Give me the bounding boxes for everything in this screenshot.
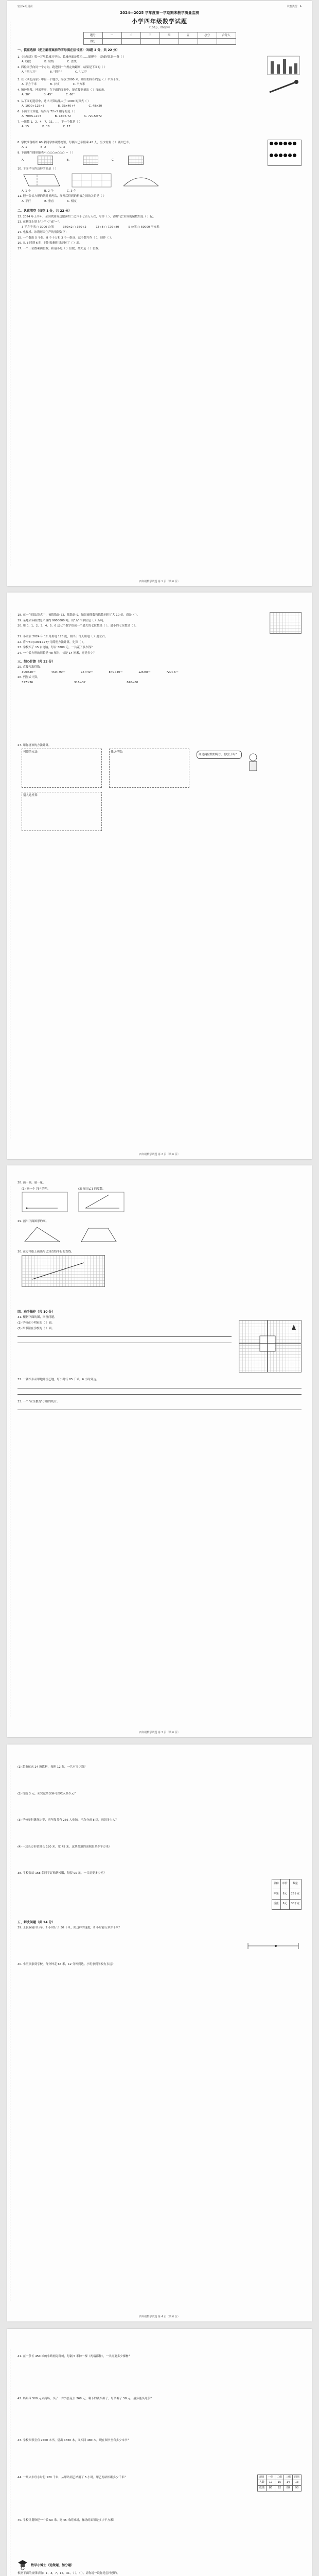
given-line bbox=[22, 1256, 104, 1286]
question-7: 7. 一组数 1，2，4，7，11，…，下一个数是（ ） bbox=[17, 120, 82, 124]
option: A. 线段 bbox=[22, 60, 31, 64]
question-22: 22. 将"78×(1001÷77)"用简便方法计算，先算（ ）。 bbox=[17, 640, 86, 644]
dot bbox=[283, 154, 287, 157]
section-title: 二、认真填空（每空 1 分，共 22 分） bbox=[17, 209, 72, 213]
question-40: 40. 小明从家到学校，每分钟走 65 米，12 分钟到达。小明家到学校有多远？ bbox=[17, 1963, 115, 1967]
score-entry[interactable] bbox=[140, 39, 160, 45]
work-area[interactable] bbox=[17, 1850, 302, 1870]
work-area[interactable] bbox=[17, 2360, 302, 2396]
route-figure bbox=[245, 1930, 302, 1956]
option: C. 17 bbox=[63, 125, 70, 129]
page-5 bbox=[7, 2329, 312, 2576]
option: B. 公顷 bbox=[50, 83, 60, 87]
question-16: 16. 从 3 时到 6 时，时针按顺时针旋转了（ ）度。 bbox=[17, 242, 82, 245]
option: B. 45° bbox=[43, 93, 52, 97]
table-cell: 13 bbox=[292, 2480, 301, 2486]
score-entry[interactable] bbox=[160, 39, 179, 45]
angle-drawing-area[interactable] bbox=[22, 1192, 68, 1212]
question-25: 25. 直接写出得数。 bbox=[17, 666, 43, 669]
option: C. 平方米 bbox=[73, 83, 85, 87]
question-17: 17. 一个三位数乘两位数，积最小是（ ）位数，最大是（ ）位数。 bbox=[17, 247, 101, 250]
question-29: 29. 画出下面图形的高。 bbox=[17, 1219, 48, 1223]
work-area[interactable] bbox=[17, 1823, 302, 1844]
table-cell: 30千克 bbox=[289, 1899, 301, 1909]
question-34: (1) 超市运来 24 箱饮料，每箱 12 瓶，一共有多少瓶？ bbox=[17, 1766, 87, 1769]
dot bbox=[274, 142, 278, 145]
option: A. bbox=[22, 159, 25, 162]
question-33: 33. 一个"安全教育"小组的统计。 bbox=[17, 1400, 60, 1403]
question-42: 42. 妈妈带 500 元去商场，买了一件外套花去 268 元，剩下的钱买裤子，每条裤子 58 元，最多能买几条？ bbox=[17, 2397, 153, 2400]
score-entry[interactable] bbox=[179, 39, 198, 45]
page-footer: 四年级数学试题 第 4 页（共 6 页） bbox=[139, 2315, 180, 2319]
dot bbox=[283, 142, 287, 145]
table-cell: 92 bbox=[275, 2486, 283, 2492]
question-28-b: (2) 量出∠1 的度数。 bbox=[78, 1187, 105, 1191]
table-cell: 香蕉 bbox=[272, 1899, 280, 1909]
question-38: 38. 学校要给 168 名同学订购新校服，每套 95 元，一共需要多少元？ bbox=[17, 1872, 107, 1875]
question-12: 12. 2024 年上半年，全国铁路发送旅客约二亿六千七百万人次，写作（ ），省略"亿"后面的尾数约是（ ）亿。 bbox=[17, 215, 156, 218]
question-3: 3. 在《西北高原》中有一个地方，海拔 2000 米，那里的面积约是（ ）平方千米。 bbox=[17, 78, 122, 81]
dot bbox=[274, 154, 278, 157]
work-area[interactable] bbox=[17, 1930, 238, 1961]
work-area[interactable] bbox=[17, 1770, 302, 1791]
option: C. 72+5×72 bbox=[84, 115, 102, 118]
question-39: 39. 王叔叔骑自行车，2 小时行了 30 千米，照这样的速度，8 小时能行多少千米？ bbox=[17, 1926, 121, 1929]
question-19: 19. 某地去年粮食总产量约 9000000 吨，用"万"作单位是（ ）万吨。 bbox=[17, 619, 106, 622]
compare-item: 360×2 ○ 360+2 bbox=[63, 225, 86, 229]
section-title: 五、解决问题（共 24 分） bbox=[17, 1920, 55, 1924]
student-icon bbox=[246, 753, 260, 773]
answer-line[interactable] bbox=[17, 1389, 302, 1395]
compare-item: 72÷8 ○ 720÷80 bbox=[95, 225, 119, 229]
question-10: 10. 下面平行四边形的高是（ ） bbox=[17, 167, 58, 171]
page-1 bbox=[7, 1, 312, 586]
top-line bbox=[17, 5, 302, 9]
oral-calc-item: 840÷40＝ bbox=[109, 670, 123, 674]
dot bbox=[288, 154, 292, 157]
section-title: 三、细心计算（共 22 分） bbox=[17, 660, 55, 664]
table-header-cell: 单价 bbox=[280, 1879, 289, 1889]
bar-figure bbox=[265, 54, 302, 77]
page-3 bbox=[7, 1165, 312, 1737]
question-27: 27. 用你喜欢的方法计算。 bbox=[17, 744, 51, 748]
option: C. 相交 bbox=[67, 199, 77, 203]
exam-title: 2024—2025 学年度第一学期期末教学质量监测 bbox=[120, 10, 199, 15]
score-cell: 得分 bbox=[83, 39, 102, 45]
option-figure-a bbox=[38, 156, 53, 165]
score-cell: 一 bbox=[102, 32, 121, 39]
option: A. 30° bbox=[22, 93, 30, 97]
oral-calc-item: 720÷6＝ bbox=[166, 670, 179, 674]
page-footer: 四年级数学试题 第 3 页（共 6 页） bbox=[139, 1731, 180, 1735]
exam-meta: （100分，80分钟） bbox=[148, 26, 171, 29]
paper-type: 试卷类型：A bbox=[287, 5, 302, 8]
method-box[interactable] bbox=[109, 749, 189, 788]
option: B. "四千" bbox=[49, 71, 62, 74]
question-4: 4. 精神焕发，神采奕奕，在下面的图形中，能直接测量出（ ）度的角。 bbox=[17, 88, 107, 92]
score-table bbox=[83, 32, 236, 45]
dot bbox=[270, 142, 273, 145]
compare-item: 5 公顷 ○ 50000 平方米 bbox=[128, 225, 160, 229]
oral-calc-item: 300×20＝ bbox=[22, 670, 36, 674]
oral-calc-item: 15×40＝ bbox=[81, 670, 94, 674]
option: A. 15 bbox=[22, 125, 29, 129]
table-header-cell: 项目 bbox=[257, 2475, 266, 2480]
option: C. bbox=[111, 159, 115, 162]
work-area[interactable] bbox=[17, 686, 302, 742]
question-30: 30. 在方格纸上画出与已知直线平行的直线。 bbox=[17, 1250, 74, 1254]
score-cell: 四 bbox=[160, 32, 179, 39]
dot bbox=[279, 154, 282, 157]
speech-text: 商是两位数的除法，你会了吗？ bbox=[199, 753, 239, 756]
score-cell: 五 bbox=[179, 32, 198, 39]
page-footer: 四年级数学试题 第 1 页（共 6 页） bbox=[139, 580, 180, 584]
dot bbox=[293, 142, 296, 145]
method-label: 我这样算： bbox=[111, 750, 125, 754]
dot bbox=[270, 154, 273, 157]
table-cell: 6元 bbox=[280, 1899, 289, 1909]
question-13: 13. 在横线上填上"＞""＜"或"＝"。 bbox=[17, 221, 62, 224]
question-37: (4) 一块长方形菜地长 120 米，宽 45 米，这块菜地的面积是多少平方米？ bbox=[17, 1845, 112, 1849]
table-cell: 人数 bbox=[257, 2480, 266, 2486]
vertical-calc-item: 840÷60 bbox=[127, 681, 138, 684]
question-20: 20. 用 0、1、2、3、4、5、6 这七个数字组成一个最大的七位数是（ ），最小的七位数是（ ）。 bbox=[17, 624, 138, 628]
question-35: (2) 每瓶 3 元，卖完这些饮料可以收入多少元？ bbox=[17, 1792, 77, 1795]
question-6: 6. 下面的计算题，结果与 72×5 相等的是（ ） bbox=[17, 110, 77, 113]
table-header-cell: 四组 bbox=[292, 2475, 301, 2480]
question-11: 11. 把一张长方形的纸对折两次，展开后得到的折痕之间的关系是（ ） bbox=[17, 195, 106, 198]
score-cell: 总分 bbox=[198, 32, 217, 39]
option: C. 3 个 bbox=[66, 189, 77, 193]
question-9: 9. 下面哪个图形能表示 ○○○×○○○ ＝（ ） bbox=[17, 151, 75, 155]
table-cell: 成绩 bbox=[257, 2486, 266, 2492]
table-cell: 86 bbox=[266, 2486, 275, 2492]
table-header-cell: 数量 bbox=[289, 1879, 301, 1889]
answer-line[interactable] bbox=[17, 1331, 232, 1337]
option: A. "四八万" bbox=[22, 71, 37, 74]
question-8: 8. 学校准备组织 60 名同学参观博物馆，每辆大巴车限乘 45 人，至少需要（ ）辆大巴车。 bbox=[17, 141, 132, 144]
option: B. 射线 bbox=[44, 60, 54, 64]
question-31-a: (1) 学校在小明家的（ ）面。 bbox=[17, 1321, 55, 1325]
method-box[interactable] bbox=[22, 749, 102, 788]
section-title: 一、慎重选择（把正确答案前的字母填在括号里）（每题 2 分，共 22 分） bbox=[17, 48, 119, 53]
option: B. 25×40+4 bbox=[58, 105, 76, 108]
score-cell: 题号 bbox=[83, 32, 102, 39]
oral-calc-item: 450÷90＝ bbox=[51, 670, 66, 674]
answer-line[interactable] bbox=[17, 1383, 302, 1388]
table-cell: 90 bbox=[292, 2486, 301, 2492]
question-41: 41. 在一条长 450 米的小路两旁种树，每隔 5 米种一棵（两端都种），一共需要多少棵树？ bbox=[17, 2355, 132, 2358]
question-28: 28. 画一画，量一量。 bbox=[17, 1181, 46, 1184]
question-43: 43. 学校图书室有 2400 本书，借出 1350 本，又买回 480 本，现在图书室有多少本书？ bbox=[17, 2439, 130, 2443]
question-15: 15. 一个数由 5 个亿、8 个十万和 3 个一组成，这个数写作（ ），读作（ ）。 bbox=[17, 236, 114, 240]
question-14: 14. 电视机、冰箱每天生产的情况如下： bbox=[17, 231, 68, 234]
option: C. "八万" bbox=[75, 71, 87, 74]
map-figure bbox=[239, 1320, 302, 1372]
question-36: (3) 学校举行跳绳比赛，四年级共有 256 人参加，平均分成 8 组，每组多少人？ bbox=[17, 1819, 118, 1822]
option: B. 2 个 bbox=[44, 189, 54, 193]
pen-illustration bbox=[265, 77, 302, 97]
question-18: 18. 在一个除法算式中，被除数是 72，除数是 9，如果被除数和除数同时扩大 10 倍，商是（ ）。 bbox=[17, 614, 140, 617]
vertical-calc-item: 327×36 bbox=[22, 681, 33, 684]
arc-figure bbox=[120, 173, 162, 188]
calc-grid-figure bbox=[270, 612, 302, 634]
question-31: 31. 根据下面的图，回答问题。 bbox=[17, 1315, 57, 1319]
dot bbox=[293, 154, 296, 157]
answer-line[interactable] bbox=[17, 1337, 232, 1343]
question-23: 23. 学校买了 15 台电脑，每台 3800 元，一共花了多少钱？ bbox=[17, 646, 94, 650]
map-roads bbox=[239, 1320, 301, 1372]
table-row bbox=[272, 1889, 301, 1900]
data-table bbox=[257, 2475, 302, 2492]
option: A. 1000÷125×8 bbox=[22, 105, 45, 108]
method-box[interactable] bbox=[22, 792, 102, 831]
subject-title: 小学四年级数学试题 bbox=[132, 18, 187, 25]
score-entry[interactable] bbox=[198, 39, 217, 45]
work-area[interactable] bbox=[17, 1968, 302, 1998]
option: A. 平行 bbox=[22, 199, 31, 203]
table-row bbox=[272, 1899, 301, 1909]
work-area[interactable] bbox=[17, 2523, 302, 2554]
table-cell: 88 bbox=[283, 2486, 292, 2492]
work-area[interactable] bbox=[17, 2444, 302, 2475]
challenge-question: 根据下面的规律填数：1，3，7，15，31，（ ），（ ）。请你说一说你是怎样想的。 bbox=[17, 2572, 120, 2575]
section-title: 四、动手操作（共 10 分） bbox=[17, 1310, 55, 1314]
question-5: 5. 从下面的选项中，选出计算结果大于 1000 的算式（ ） bbox=[17, 99, 91, 103]
answer-line[interactable] bbox=[17, 1404, 302, 1410]
question-28-a: (1) 画一个 75° 的角。 bbox=[22, 1187, 50, 1191]
question-44: 44. 一列火车每小时行 120 千米，从甲站到乙站用了 5 小时，甲乙两站相距多少千米？ bbox=[17, 2476, 127, 2479]
table-cell: 25千克 bbox=[289, 1889, 301, 1900]
angle-figure bbox=[78, 1192, 125, 1212]
score-cell: 二 bbox=[121, 32, 140, 39]
data-table bbox=[272, 1879, 302, 1910]
question-21: 21. 小明家 2024 年 12 月用电 128 度，相当于每天用电（ ）度左右。 bbox=[17, 635, 108, 638]
table-cell: 15 bbox=[275, 2480, 283, 2486]
parallelogram-figure bbox=[22, 173, 63, 188]
question-31-b: (2) 图书馆在学校的（ ）面。 bbox=[17, 1327, 55, 1330]
table-cell: 12 bbox=[266, 2480, 275, 2486]
work-area[interactable] bbox=[17, 1879, 264, 1910]
doctor-hat-icon bbox=[17, 2559, 28, 2570]
table-row bbox=[257, 2486, 301, 2492]
bar-figure-svg bbox=[265, 54, 302, 77]
option-figure-c bbox=[128, 156, 144, 165]
grid-figure bbox=[71, 173, 112, 188]
method-label: 可能的方法： bbox=[23, 750, 41, 754]
speech-bubble bbox=[197, 751, 242, 759]
question-2: 2. 四位同学向同一个方向，跑进同一个规定的距离，结果是下面的（ ） bbox=[17, 65, 107, 69]
table-cell: 苹果 bbox=[272, 1889, 280, 1900]
option: C. 60° bbox=[65, 93, 75, 97]
table-header-cell: 二组 bbox=[275, 2475, 283, 2480]
option: B. bbox=[66, 159, 69, 162]
compare-item: 3 平方千米 ○ 3000 公顷 bbox=[22, 225, 54, 229]
method-label: 别人这样算： bbox=[23, 793, 41, 797]
question-24: 24. 一个长方形的周长是 48 厘米，长是 14 厘米，宽是多少？ bbox=[17, 651, 96, 655]
oral-calc-item: 125×8＝ bbox=[138, 670, 151, 674]
work-area[interactable] bbox=[17, 1797, 302, 1817]
option: B. 垂直 bbox=[44, 199, 54, 203]
work-area[interactable] bbox=[17, 2401, 302, 2437]
option: C. 48×20 bbox=[88, 105, 102, 108]
score-cell: 三 bbox=[140, 32, 160, 39]
trapezoid-figure bbox=[78, 1224, 119, 1245]
question-1: 1.《长城谣》唱一万里长城万里长，长城外面是故乡……图形中，长城好比是一条（ ） bbox=[17, 55, 126, 59]
question-45: 45. 学校计划修建一个长 60 米、宽 45 米的操场，操场的面积是多少平方米？ bbox=[17, 2518, 116, 2522]
score-entry[interactable] bbox=[217, 39, 236, 45]
option: A. 1 个 bbox=[22, 189, 31, 193]
page-4 bbox=[7, 1744, 312, 2321]
option: B. 16 bbox=[42, 125, 50, 129]
score-cell: 合分人 bbox=[217, 32, 236, 39]
question-26: 26. 列竖式计算。 bbox=[17, 676, 40, 680]
table-header-cell: 三组 bbox=[283, 2475, 292, 2480]
option: C. 3 bbox=[59, 146, 65, 149]
grid-paper[interactable] bbox=[22, 1255, 105, 1287]
option: B. 2 bbox=[40, 146, 46, 149]
score-entry[interactable] bbox=[121, 39, 140, 45]
score-entry[interactable] bbox=[102, 39, 121, 45]
table-header-cell: 一组 bbox=[266, 2475, 275, 2480]
challenge-title: 数学小博士（选做题，加分题） bbox=[31, 2563, 75, 2567]
dot-array-figure bbox=[268, 140, 302, 166]
option: C. 直线 bbox=[67, 60, 77, 64]
triangle-figure bbox=[22, 1224, 63, 1245]
table-cell: 8元 bbox=[280, 1889, 289, 1900]
table-row bbox=[257, 2480, 301, 2486]
option: A. 平方千米 bbox=[22, 83, 37, 87]
table-cell: 14 bbox=[283, 2480, 292, 2486]
dot bbox=[279, 142, 282, 145]
option: B. 72×6-72 bbox=[55, 115, 71, 118]
vertical-calc-item: 916÷37 bbox=[74, 681, 86, 684]
page-2 bbox=[7, 592, 312, 1159]
option: A. 1 bbox=[22, 146, 27, 149]
question-32: 32. 一辆汽车从甲地开往乙地，每小时行 85 千米，6 小时到达。 bbox=[17, 1378, 99, 1382]
dot bbox=[288, 142, 292, 145]
table-header-cell: 品种 bbox=[272, 1879, 280, 1889]
option-figure-b bbox=[83, 156, 98, 165]
secrecy-mark: 密封★启用前 bbox=[17, 5, 33, 8]
pen-icon bbox=[265, 77, 302, 97]
work-area[interactable] bbox=[17, 2492, 302, 2517]
option: A. 70×5+2×5 bbox=[22, 115, 42, 118]
page-footer: 四年级数学试题 第 2 页（共 6 页） bbox=[139, 1153, 180, 1157]
